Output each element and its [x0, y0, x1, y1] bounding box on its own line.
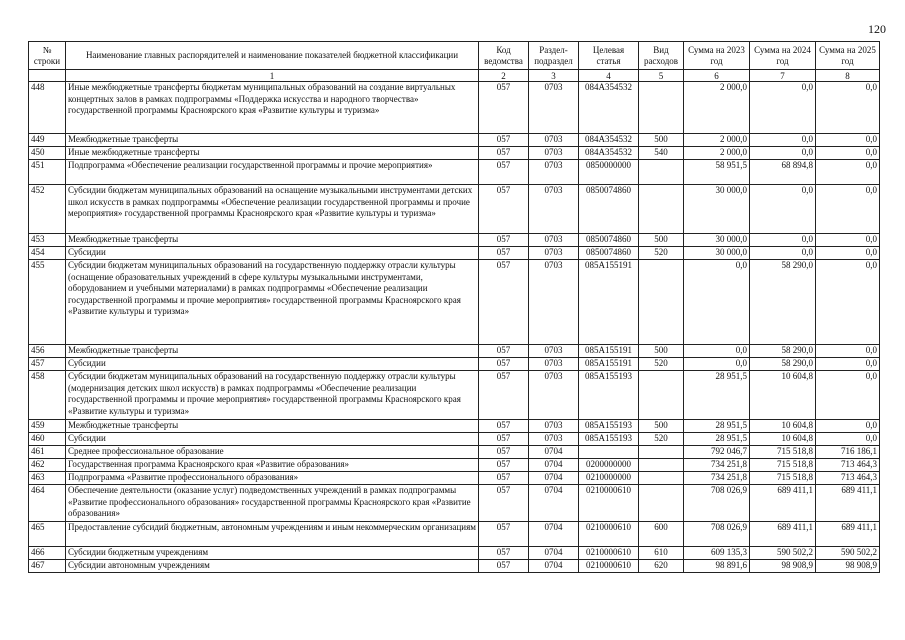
expense-type: [639, 260, 684, 345]
header-row: [29, 42, 880, 70]
indicator-name: Субсидии: [66, 247, 479, 260]
sum-2023: 708 026,9: [684, 485, 750, 522]
expense-type: 500: [639, 134, 684, 147]
row-number: 452: [29, 185, 66, 234]
sum-2024: 58 290,0: [750, 260, 816, 345]
dept-code: 057: [479, 433, 529, 446]
sum-2023: 734 251,8: [684, 459, 750, 472]
indicator-name: Обеспечение деятельности (оказание услуг) подведомственных учреждений в рамках подпрограммы «Развитие профессионального образования» государственной программы Красноярского края «Развитие образования»: [66, 485, 479, 522]
indicator-name: Субсидии бюджетным учреждениям: [66, 547, 479, 560]
target-article: 084A354532: [579, 82, 639, 134]
target-article: 085A155191: [579, 358, 639, 371]
target-article: 0850074860: [579, 247, 639, 260]
sum-2023: 30 000,0: [684, 185, 750, 234]
table-row: [29, 234, 880, 247]
target-article: 0850000000: [579, 160, 639, 185]
expense-type: 610: [639, 547, 684, 560]
section-code: 0704: [529, 547, 579, 560]
table-row: [29, 420, 880, 433]
section-code: 0703: [529, 371, 579, 420]
header-expense-type: Вид расходов: [639, 42, 684, 70]
sum-2023: 28 951,5: [684, 433, 750, 446]
row-number: 467: [29, 560, 66, 573]
sum-2025: 0,0: [816, 358, 880, 371]
row-number: 453: [29, 234, 66, 247]
budget-rows: [29, 82, 880, 573]
sum-2025: 716 186,1: [816, 446, 880, 459]
sum-2023: 58 951,5: [684, 160, 750, 185]
sum-2023: 2 000,0: [684, 82, 750, 134]
indicator-name: Межбюджетные трансферты: [66, 345, 479, 358]
row-number: 458: [29, 371, 66, 420]
table-row: [29, 459, 880, 472]
section-code: 0703: [529, 234, 579, 247]
dept-code: 057: [479, 147, 529, 160]
sum-2024: 0,0: [750, 82, 816, 134]
dept-code: 057: [479, 247, 529, 260]
table-row: [29, 185, 880, 234]
dept-code: 057: [479, 260, 529, 345]
expense-type: [639, 446, 684, 459]
sum-2024: 689 411,1: [750, 485, 816, 522]
sum-2024: 68 894,8: [750, 160, 816, 185]
section-code: 0704: [529, 459, 579, 472]
target-article: 085A155193: [579, 433, 639, 446]
sum-2025: 0,0: [816, 234, 880, 247]
sum-2024: 0,0: [750, 247, 816, 260]
expense-type: 540: [639, 147, 684, 160]
target-article: 085A155193: [579, 371, 639, 420]
sum-2024: 715 518,8: [750, 459, 816, 472]
section-code: 0703: [529, 247, 579, 260]
section-code: 0704: [529, 446, 579, 459]
budget-table: [28, 41, 880, 573]
sum-2025: 689 411,1: [816, 485, 880, 522]
sum-2025: 713 464,3: [816, 472, 880, 485]
expense-type: [639, 485, 684, 522]
table-row: [29, 345, 880, 358]
dept-code: 057: [479, 560, 529, 573]
section-code: 0703: [529, 420, 579, 433]
header-sum-2025: Сумма на 2025 год: [816, 42, 880, 70]
sum-2024: 0,0: [750, 147, 816, 160]
expense-type: [639, 160, 684, 185]
target-article: 0210000610: [579, 522, 639, 547]
section-code: 0703: [529, 147, 579, 160]
sum-2025: 0,0: [816, 134, 880, 147]
sum-2023: 98 891,6: [684, 560, 750, 573]
dept-code: 057: [479, 345, 529, 358]
dept-code: 057: [479, 82, 529, 134]
indicator-name: Межбюджетные трансферты: [66, 420, 479, 433]
page-number: 120: [868, 22, 886, 36]
target-article: 0850074860: [579, 185, 639, 234]
sum-2023: 30 000,0: [684, 234, 750, 247]
sum-2023: 28 951,5: [684, 420, 750, 433]
target-article: 084A354532: [579, 134, 639, 147]
section-code: 0703: [529, 260, 579, 345]
indicator-name: Межбюджетные трансферты: [66, 234, 479, 247]
header-number: 4: [579, 70, 639, 82]
sum-2025: 0,0: [816, 420, 880, 433]
expense-type: [639, 82, 684, 134]
target-article: 0210000000: [579, 472, 639, 485]
sum-2025: 0,0: [816, 260, 880, 345]
indicator-name: Иные межбюджетные трансферты бюджетам муниципальных образований на создание виртуальных концертных залов в рамках подпрограммы «Поддержка искусства и народного творчества» государственной программы Красноярского края «Развитие культуры и туризма»: [66, 82, 479, 134]
expense-type: [639, 459, 684, 472]
row-number: 450: [29, 147, 66, 160]
row-number: 465: [29, 522, 66, 547]
sum-2025: 0,0: [816, 185, 880, 234]
dept-code: 057: [479, 547, 529, 560]
target-article: 085A155191: [579, 345, 639, 358]
sum-2023: 0,0: [684, 260, 750, 345]
table-row: [29, 547, 880, 560]
expense-type: [639, 371, 684, 420]
section-code: 0703: [529, 358, 579, 371]
header-number: 6: [684, 70, 750, 82]
table-row: [29, 82, 880, 134]
sum-2023: 2 000,0: [684, 147, 750, 160]
header-number: 7: [750, 70, 816, 82]
target-article: 084A354532: [579, 147, 639, 160]
section-code: 0704: [529, 560, 579, 573]
sum-2025: 689 411,1: [816, 522, 880, 547]
table-row: [29, 485, 880, 522]
expense-type: 520: [639, 247, 684, 260]
dept-code: 057: [479, 134, 529, 147]
sum-2025: 0,0: [816, 147, 880, 160]
row-number: 451: [29, 160, 66, 185]
row-number: 464: [29, 485, 66, 522]
section-code: 0703: [529, 160, 579, 185]
dept-code: 057: [479, 160, 529, 185]
section-code: 0704: [529, 472, 579, 485]
table-row: [29, 433, 880, 446]
expense-type: [639, 185, 684, 234]
expense-type: 520: [639, 358, 684, 371]
row-number: 459: [29, 420, 66, 433]
expense-type: 500: [639, 345, 684, 358]
section-code: 0703: [529, 82, 579, 134]
expense-type: [639, 472, 684, 485]
sum-2023: 30 000,0: [684, 247, 750, 260]
row-number: 460: [29, 433, 66, 446]
header-number: 2: [479, 70, 529, 82]
indicator-name: Субсидии бюджетам муниципальных образований на оснащение музыкальными инструментами детских школ искусств в рамках подпрограммы «Обеспечение реализации государственной программы и прочие мероприятия» государственной программы Красноярского края «Развитие культуры и туризма»: [66, 185, 479, 234]
dept-code: 057: [479, 522, 529, 547]
row-number: 449: [29, 134, 66, 147]
sum-2025: 98 908,9: [816, 560, 880, 573]
dept-code: 057: [479, 472, 529, 485]
section-code: 0704: [529, 485, 579, 522]
indicator-name: Субсидии бюджетам муниципальных образований на государственную поддержку отрасли культуры (оснащение образовательных учреждений в сфере культуры музыкальными инструментами, оборудованием и учебными материалами) в рамках подпрограммы «Обеспечение реализации государственной программы и прочие мероприятия» государственной программы Красноярского края «Развитие культуры и туризма»: [66, 260, 479, 345]
sum-2024: 715 518,8: [750, 446, 816, 459]
header-number: 3: [529, 70, 579, 82]
header-sum-2023: Сумма на 2023 год: [684, 42, 750, 70]
indicator-name: Субсидии: [66, 433, 479, 446]
table-row: [29, 260, 880, 345]
header-row-no: № строки: [29, 42, 66, 70]
indicator-name: Подпрограмма «Развитие профессионального образования»: [66, 472, 479, 485]
target-article: 085A155191: [579, 260, 639, 345]
indicator-name: Субсидии автономным учреждениям: [66, 560, 479, 573]
sum-2024: 58 290,0: [750, 345, 816, 358]
sum-2023: 792 046,7: [684, 446, 750, 459]
expense-type: 620: [639, 560, 684, 573]
table-row: [29, 472, 880, 485]
sum-2024: 98 908,9: [750, 560, 816, 573]
table-row: [29, 446, 880, 459]
header-sum-2024: Сумма на 2024 год: [750, 42, 816, 70]
row-number: 457: [29, 358, 66, 371]
section-code: 0703: [529, 345, 579, 358]
section-code: 0704: [529, 522, 579, 547]
sum-2025: 0,0: [816, 345, 880, 358]
dept-code: 057: [479, 420, 529, 433]
sum-2024: 715 518,8: [750, 472, 816, 485]
header-number: [29, 70, 66, 82]
dept-code: 057: [479, 446, 529, 459]
indicator-name: Государственная программа Красноярского края «Развитие образования»: [66, 459, 479, 472]
section-code: 0703: [529, 185, 579, 234]
table-row: [29, 147, 880, 160]
row-number: 461: [29, 446, 66, 459]
section-code: 0703: [529, 134, 579, 147]
target-article: 0200000000: [579, 459, 639, 472]
indicator-name: Иные межбюджетные трансферты: [66, 147, 479, 160]
sum-2024: 0,0: [750, 234, 816, 247]
row-number: 455: [29, 260, 66, 345]
section-code: 0703: [529, 433, 579, 446]
row-number: 456: [29, 345, 66, 358]
header-target: Целевая статья: [579, 42, 639, 70]
sum-2025: 0,0: [816, 82, 880, 134]
target-article: 0210000610: [579, 547, 639, 560]
header-number-row: [29, 70, 880, 82]
table-row: [29, 371, 880, 420]
sum-2025: 0,0: [816, 371, 880, 420]
dept-code: 057: [479, 358, 529, 371]
target-article: 0850074860: [579, 234, 639, 247]
target-article: [579, 446, 639, 459]
indicator-name: Подпрограмма «Обеспечение реализации государственной программы и прочие мероприятия»: [66, 160, 479, 185]
sum-2025: 0,0: [816, 433, 880, 446]
sum-2023: 28 951,5: [684, 371, 750, 420]
dept-code: 057: [479, 459, 529, 472]
sum-2024: 10 604,8: [750, 420, 816, 433]
table-row: [29, 134, 880, 147]
sum-2023: 609 135,3: [684, 547, 750, 560]
sum-2024: 10 604,8: [750, 433, 816, 446]
table-row: [29, 522, 880, 547]
dept-code: 057: [479, 234, 529, 247]
indicator-name: Предоставление субсидий бюджетным, автономным учреждениям и иным некоммерческим организациям: [66, 522, 479, 547]
table-row: [29, 358, 880, 371]
indicator-name: Среднее профессиональное образование: [66, 446, 479, 459]
sum-2024: 58 290,0: [750, 358, 816, 371]
sum-2024: 0,0: [750, 134, 816, 147]
sum-2023: 2 000,0: [684, 134, 750, 147]
header-section: Раздел-подраздел: [529, 42, 579, 70]
row-number: 448: [29, 82, 66, 134]
sum-2025: 0,0: [816, 160, 880, 185]
sum-2024: 10 604,8: [750, 371, 816, 420]
dept-code: 057: [479, 485, 529, 522]
sum-2023: 0,0: [684, 345, 750, 358]
sum-2025: 590 502,2: [816, 547, 880, 560]
sum-2024: 689 411,1: [750, 522, 816, 547]
sum-2025: 713 464,3: [816, 459, 880, 472]
row-number: 454: [29, 247, 66, 260]
expense-type: 600: [639, 522, 684, 547]
sum-2023: 734 251,8: [684, 472, 750, 485]
target-article: 0210000610: [579, 485, 639, 522]
header-dept-code: Код ведомства: [479, 42, 529, 70]
sum-2024: 590 502,2: [750, 547, 816, 560]
sum-2024: 0,0: [750, 185, 816, 234]
dept-code: 057: [479, 185, 529, 234]
expense-type: 520: [639, 433, 684, 446]
header-number: 5: [639, 70, 684, 82]
target-article: 085A155193: [579, 420, 639, 433]
header-number: 1: [66, 70, 479, 82]
header-name: Наименование главных распорядителей и наименование показателей бюджетной классификации: [66, 42, 479, 70]
indicator-name: Субсидии: [66, 358, 479, 371]
expense-type: 500: [639, 234, 684, 247]
table-row: [29, 247, 880, 260]
target-article: 0210000610: [579, 560, 639, 573]
expense-type: 500: [639, 420, 684, 433]
table-row: [29, 560, 880, 573]
header-number: 8: [816, 70, 880, 82]
row-number: 463: [29, 472, 66, 485]
row-number: 466: [29, 547, 66, 560]
dept-code: 057: [479, 371, 529, 420]
indicator-name: Межбюджетные трансферты: [66, 134, 479, 147]
sum-2023: 0,0: [684, 358, 750, 371]
sum-2023: 708 026,9: [684, 522, 750, 547]
indicator-name: Субсидии бюджетам муниципальных образований на государственную поддержку отрасли культуры (модернизация детских школ искусств) в рамках подпрограммы «Обеспечение реализации государственной программы и прочие мероприятия» государственной программы Красноярского края «Развитие культуры и туризма»: [66, 371, 479, 420]
row-number: 462: [29, 459, 66, 472]
table-row: [29, 160, 880, 185]
sum-2025: 0,0: [816, 247, 880, 260]
